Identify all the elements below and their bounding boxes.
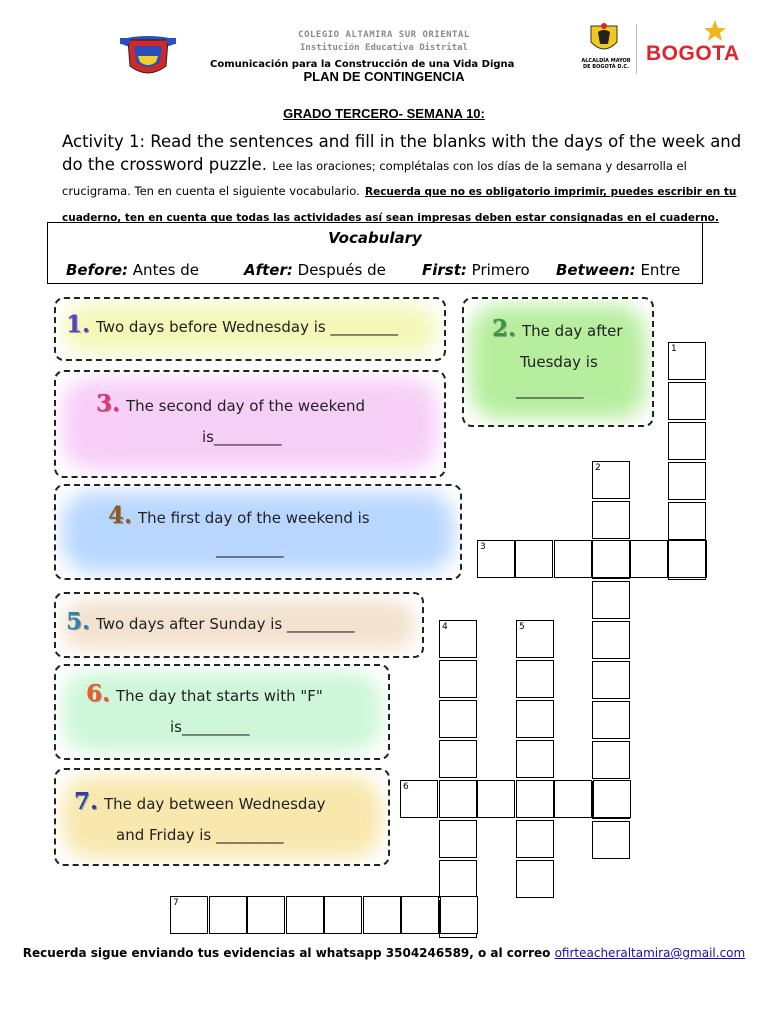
activity-reminder: Recuerda que no es obligatorio imprimir, puedes escribir en tu cuaderno, ten en cuenta que todas las actividades así sean impresas deben estar consignadas en el cuaderno. xyxy=(62,186,737,224)
clue-text: The day that starts with "F" xyxy=(116,687,323,705)
crossword-cell[interactable] xyxy=(439,780,477,818)
communication-slogan: Comunicación para la Construcción de una Vida Digna xyxy=(210,59,515,70)
bogota-logo: BOGOTA xyxy=(646,42,740,65)
crossword-cell-number: 6 xyxy=(403,782,409,792)
crossword-cell[interactable] xyxy=(209,896,247,934)
clue-blank: _________ xyxy=(216,540,284,558)
clue-number: 7. xyxy=(74,788,99,815)
alcaldia-label: ALCALDÍA MAYOR DE BOGOTÁ D.C. xyxy=(581,58,631,70)
crossword-cell[interactable] xyxy=(592,501,630,539)
crossword-cell[interactable] xyxy=(516,700,554,738)
crossword-cell[interactable] xyxy=(668,422,706,460)
crossword-cell[interactable] xyxy=(247,896,285,934)
clue-number: 4. xyxy=(108,502,133,529)
clue-text: The day after xyxy=(522,322,623,340)
crossword-cell[interactable] xyxy=(439,620,477,658)
clue-4-box xyxy=(54,484,462,580)
vocab-item: Before: Antes de xyxy=(66,261,200,279)
crossword-cell[interactable] xyxy=(439,860,477,898)
crossword-cell[interactable] xyxy=(477,540,515,578)
crossword-cell[interactable] xyxy=(516,660,554,698)
crossword-cell[interactable] xyxy=(554,540,592,578)
crossword-cell[interactable] xyxy=(593,780,631,818)
footer xyxy=(0,946,768,960)
crossword-cell[interactable] xyxy=(439,740,477,778)
clue-5-box xyxy=(54,592,424,658)
crossword-cell[interactable] xyxy=(516,780,554,818)
crossword-cell[interactable] xyxy=(401,896,439,934)
star-icon xyxy=(702,18,728,44)
clue-text: Tuesday is xyxy=(520,353,598,371)
activity-instructions xyxy=(62,130,752,230)
crossword-cell[interactable] xyxy=(516,620,554,658)
vocabulary-title: Vocabulary xyxy=(328,229,422,247)
clue-7-box xyxy=(54,768,390,866)
activity-spanish-intro: Lee las oraciones; complétalas con los días de la semana y desarrolla el crucigrama. Ten en cuenta el siguiente vocabulario. xyxy=(62,159,687,198)
crossword-cell[interactable] xyxy=(477,780,515,818)
contact-email-link[interactable]: ofirteacheraltamira@gmail.com xyxy=(554,946,746,960)
crossword-cell[interactable] xyxy=(400,780,438,818)
clue-text: Two days after Sunday is _________ xyxy=(96,615,355,633)
bogota-coat-of-arms-icon xyxy=(587,22,621,58)
crossword-cell[interactable] xyxy=(516,740,554,778)
crossword-cell[interactable] xyxy=(516,820,554,858)
crossword-cell[interactable] xyxy=(286,896,324,934)
crossword-cell[interactable] xyxy=(592,821,630,859)
institution-name: Institución Educativa Distrital xyxy=(300,43,468,53)
grade-heading: GRADO TERCERO- SEMANA 10: xyxy=(283,106,485,121)
vocab-item: First: Primero xyxy=(422,261,530,279)
crossword-cell[interactable] xyxy=(592,701,630,739)
crossword-cell-number: 3 xyxy=(480,542,486,552)
crossword-cell[interactable] xyxy=(592,540,630,578)
clue-blank: _________ xyxy=(516,381,584,399)
clue-6-box xyxy=(54,664,390,760)
clue-number: 6. xyxy=(86,680,111,707)
crossword-cell[interactable] xyxy=(668,502,706,540)
clue-text: is_________ xyxy=(202,428,282,446)
clue-number: 2. xyxy=(492,315,517,342)
vocabulary-box xyxy=(47,222,703,284)
footer-text: Recuerda sigue enviando tus evidencias al whatsapp 3504246589, o al correo xyxy=(22,946,551,960)
crossword-cell[interactable] xyxy=(363,896,401,934)
crossword-cell-number: 1 xyxy=(671,344,677,354)
crossword-cell[interactable] xyxy=(668,382,706,420)
clue-2-box xyxy=(462,297,654,427)
clue-1-box xyxy=(54,297,446,361)
crossword-cell[interactable] xyxy=(515,540,553,578)
crossword-cell[interactable] xyxy=(439,660,477,698)
crossword-cell[interactable] xyxy=(516,860,554,898)
crossword-cell[interactable] xyxy=(630,540,668,578)
clue-text: Two days before Wednesday is _________ xyxy=(96,318,398,336)
clue-number: 1. xyxy=(66,311,91,338)
crossword-cell[interactable] xyxy=(592,741,630,779)
school-name: COLEGIO ALTAMIRA SUR ORIENTAL xyxy=(298,30,470,40)
crossword-cell-number: 7 xyxy=(173,898,179,908)
crossword-cell[interactable] xyxy=(439,820,477,858)
activity-title: Activity 1: Read the sentences and fill in the blanks with the days of the week and do the crossword puzzle. xyxy=(62,132,742,174)
crossword-cell[interactable] xyxy=(439,700,477,738)
crossword-cell-number: 2 xyxy=(595,463,601,473)
crossword-cell[interactable] xyxy=(668,540,706,578)
clue-number: 5. xyxy=(66,608,91,635)
clue-text: and Friday is _________ xyxy=(116,826,284,844)
vocab-item: After: Después de xyxy=(244,261,386,279)
crossword-cell[interactable] xyxy=(592,581,630,619)
crossword-cell[interactable] xyxy=(592,661,630,699)
clue-text: is_________ xyxy=(170,718,250,736)
plan-title: PLAN DE CONTINGENCIA xyxy=(303,69,465,84)
crossword-cell[interactable] xyxy=(170,896,208,934)
logo-divider xyxy=(636,24,637,74)
crossword-cell[interactable] xyxy=(592,461,630,499)
crossword-cell[interactable] xyxy=(668,462,706,500)
crossword-cell[interactable] xyxy=(554,780,592,818)
clue-text: The day between Wednesday xyxy=(104,795,326,813)
vocab-item: Between: Entre xyxy=(556,261,681,279)
clue-text: The second day of the weekend xyxy=(126,397,366,415)
clue-3-box xyxy=(54,370,446,478)
crossword-cell[interactable] xyxy=(324,896,362,934)
crossword-cell[interactable] xyxy=(668,342,706,380)
crossword-cell[interactable] xyxy=(440,896,478,934)
clue-number: 3. xyxy=(96,390,121,417)
crossword-cell-number: 4 xyxy=(442,622,448,632)
clue-text: The first day of the weekend is xyxy=(138,509,370,527)
crossword-cell-number: 5 xyxy=(519,622,525,632)
crossword-cell[interactable] xyxy=(592,621,630,659)
